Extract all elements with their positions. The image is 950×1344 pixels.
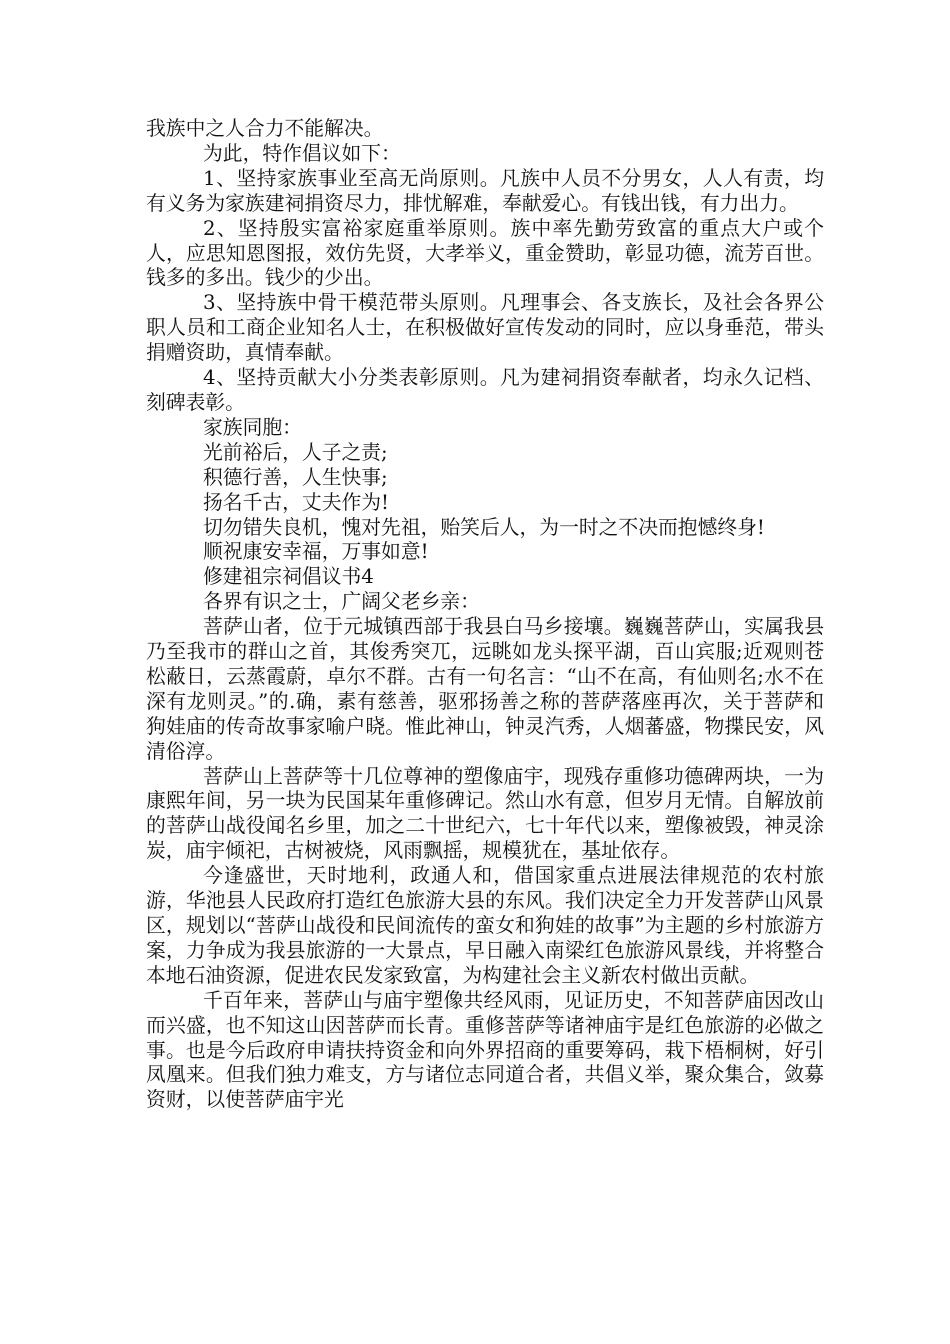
paragraph-6: 4、坚持贡献大小分类表彰原则。凡为建祠捐资奉献者，均永久记档、刻碑表彰。 bbox=[146, 366, 824, 414]
section-heading: 修建祖宗祠倡议书4 bbox=[203, 565, 374, 589]
paragraph-14: 各界有识之士，广阔父老乡亲： bbox=[203, 590, 480, 614]
paragraph-1: 我族中之人合力不能解决。 bbox=[146, 117, 384, 140]
paragraph-9: 积德行善，人生快事; bbox=[203, 465, 388, 489]
paragraph-16: 菩萨山上菩萨等十几位尊神的塑像庙宇，现残存重修功德碑两块，一为康熙年间，另一块为民国某年重修碑记。然山水有意，但岁月无情。自解放前的菩萨山战役闻名乡里，加之二十世纪六，七十年代以来，塑像被毁，神灵涂炭，庙宇倾祀，古树被烧，风雨飘摇，规模犹在，基址依存。 bbox=[146, 764, 824, 863]
paragraph-7: 家族同胞： bbox=[203, 415, 302, 439]
paragraph-17: 今逢盛世，天时地利，政通人和，借国家重点进展法律规范的农村旅游，华池县人民政府打造红色旅游大县的东风。我们决定全力开发菩萨山风景区，规划以“菩萨山战役和民间流传的蛮女和狗娃的故事”为主题的乡村旅游方案，力争成为我县旅游的一大景点，早日融入南梁红色旅游风景线，并将整合本地石油资源，促进农民发家致富，为构建社会主义新农村做出贡献。 bbox=[146, 864, 824, 987]
paragraph-5: 3、坚持族中骨干模范带头原则。凡理事会、各支族长，及社会各界公职人员和工商企业知名人士，在积极做好宣传发动的同时，应以身垂范，带头捐赠资助，真情奉献。 bbox=[146, 291, 824, 365]
paragraph-3: 1、坚持家族事业至高无尚原则。凡族中人员不分男女，人人有责，均有义务为家族建祠捐资尽力，排忧解难，奉献爱心。有钱出钱，有力出力。 bbox=[146, 166, 824, 215]
paragraph-10: 扬名千古，丈夫作为! bbox=[203, 490, 389, 514]
paragraph-11: 切勿错失良机，愧对先祖，贻笑后人，为一时之不决而抱憾终身! bbox=[203, 515, 765, 539]
paragraph-8: 光前裕后，人子之责; bbox=[203, 440, 388, 464]
paragraph-18: 千百年来，菩萨山与庙宇塑像共经风雨，见证历史，不知菩萨庙因改山而兴盛，也不知这山因菩萨而长青。重修菩萨等诸神庙宇是红色旅游的必做之事。也是今后政府申请扶持资金和向外界招商的重要筹码，栽下梧桐树，好引凤凰来。但我们独力难支，方与诸位志同道合者，共倡义举，聚众集合，敛募资财，以使菩萨庙宇光 bbox=[146, 988, 824, 1112]
document-body bbox=[146, 117, 824, 1113]
paragraph-2: 为此，特作倡议如下： bbox=[203, 141, 401, 165]
paragraph-15: 菩萨山者，位于元城镇西部于我县白马乡接壤。巍巍菩萨山，实属我县乃至我市的群山之首，其俊秀突兀，远眺如龙头探平湖，百山宾服;近观则苍松蔽日，云蒸霞蔚，卓尔不群。古有一句名言：“山不在高，有仙则名;水不在深有龙则灵。”的.确，素有慈善，驱邪扬善之称的菩萨落座再次，关于菩萨和狗娃庙的传奇故事家喻户晓。惟此神山，钟灵汽秀，人烟蕃盛，物揲民安，风清俗淳。 bbox=[146, 615, 824, 763]
paragraph-12: 顺祝康安幸福，万事如意! bbox=[203, 540, 429, 564]
paragraph-4: 2、坚持殷实富裕家庭重举原则。族中率先勤劳致富的重点大户或个人，应思知恩图报，效仿先贤，大孝举义，重金赞助，彰显功德，流芳百世。钱多的多出。钱少的少出。 bbox=[146, 216, 824, 290]
